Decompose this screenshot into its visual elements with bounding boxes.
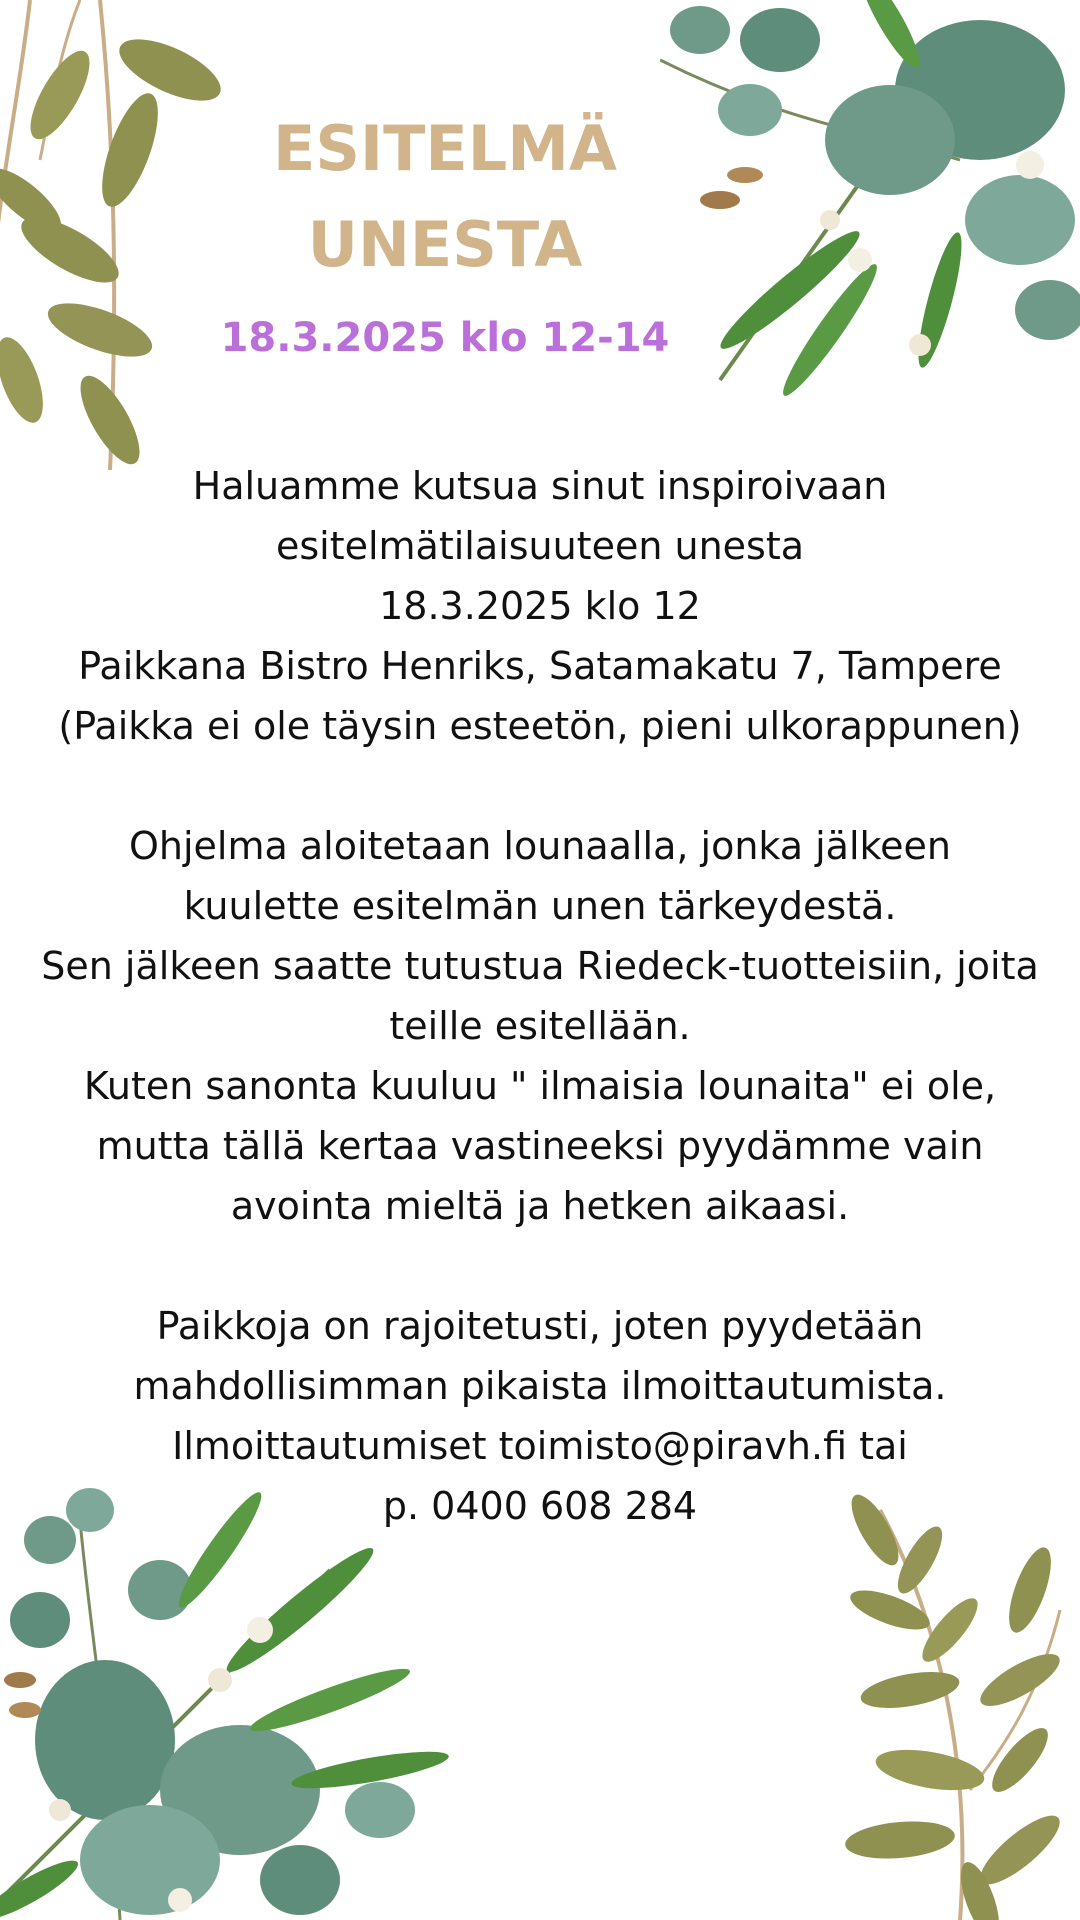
- registration-contact-line: Ilmoittautumiset toimisto@piravh.fi tai: [172, 1424, 908, 1468]
- program-line: Kuten sanonta kuuluu " ilmaisia lounaita" ei ole,: [83, 1064, 997, 1108]
- phone-number-line: p. 0400 608 284: [382, 1484, 698, 1528]
- intro-line: Haluamme kutsua sinut inspiroivaan: [192, 464, 888, 508]
- accessibility-note: (Paikka ei ole täysin esteetön, pieni ulkorappunen): [58, 704, 1022, 748]
- event-title-line-1: ESITELMÄ: [273, 112, 617, 185]
- program-line: Ohjelma aloitetaan lounaalla, jonka jälkeen: [128, 824, 952, 868]
- registration-line: mahdollisimman pikaista ilmoittautumista.: [133, 1364, 947, 1408]
- event-date-heading: 18.3.2025 klo 12-14: [220, 315, 670, 361]
- eucalyptus-bouquet-bottom-left-illustration: [0, 1480, 460, 1920]
- program-line: avointa mieltä ja hetken aikaasi.: [230, 1184, 850, 1228]
- event-title-line-2: UNESTA: [307, 208, 583, 281]
- paragraph-gap: [0, 1236, 1080, 1296]
- program-line: teille esitellään.: [389, 1004, 691, 1048]
- program-line: mutta tällä kertaa vastineeksi pyydämme vain: [96, 1124, 984, 1168]
- registration-line: Paikkoja on rajoitetusti, joten pyydetään: [156, 1304, 924, 1348]
- program-line: kuulette esitelmän unen tärkeydestä.: [183, 884, 897, 928]
- paragraph-gap: [0, 756, 1080, 816]
- event-header: [175, 0, 715, 380]
- invitation-body: [0, 456, 1080, 1536]
- intro-line: esitelmätilaisuuteen unesta: [275, 524, 805, 568]
- olive-branch-bottom-right-illustration: [820, 1490, 1080, 1920]
- event-time-line: 18.3.2025 klo 12: [379, 584, 701, 628]
- eucalyptus-bouquet-top-right-illustration: [660, 0, 1080, 420]
- venue-line: Paikkana Bistro Henriks, Satamakatu 7, Tampere: [78, 644, 1002, 688]
- program-line: Sen jälkeen saatte tutustua Riedeck-tuotteisiin, joita: [41, 944, 1039, 988]
